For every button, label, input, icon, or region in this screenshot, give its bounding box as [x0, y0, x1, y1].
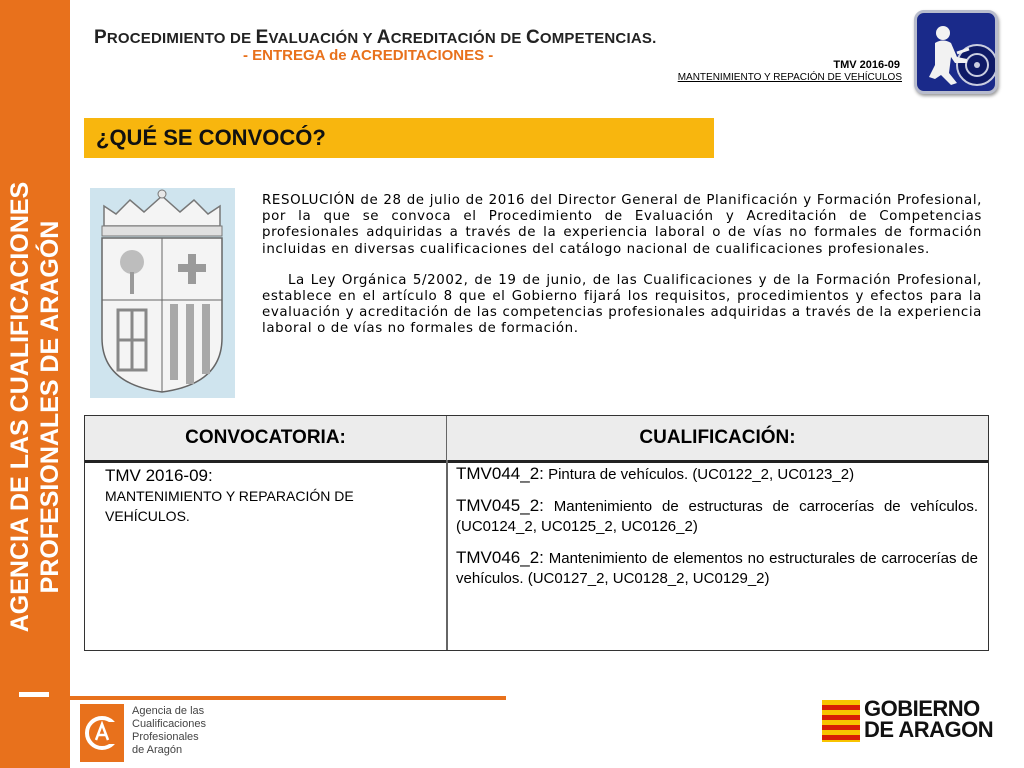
cualificacion-code: TMV046_2:	[456, 548, 544, 567]
convocatoria-name: MANTENIMIENTO Y REPARACIÓN DE VEHÍCULOS.	[105, 488, 354, 524]
sidebar-agency-title	[5, 107, 71, 707]
gobierno-line-2: DE ARAGON	[864, 717, 994, 742]
agency-line-4: de Aragón	[132, 744, 183, 756]
mechanic-icon	[917, 13, 995, 91]
title-cap-2: E	[255, 27, 269, 48]
title-rest-4: OMPETENCIAS.	[539, 30, 657, 47]
cualificacion-item	[456, 464, 978, 485]
title-cap-3: A	[376, 27, 391, 48]
title-rest-3: CREDITACIÓN DE	[390, 30, 526, 47]
sidebar-mark	[19, 692, 49, 697]
cualificacion-desc: Pintura de vehículos. (UC0122_2, UC0123_2)	[548, 466, 855, 483]
header-qualification-name: MANTENIMIENTO Y REPACIÓN DE VEHÍCULOS	[677, 72, 902, 83]
header-code: TMV 2016-09	[833, 59, 900, 71]
cualificacion-item	[456, 548, 978, 589]
resolution-paragraph-1: RESOLUCIÓN de 28 de julio de 2016 del Director General de Planificación y Formación Profesional, por la que se convoca el Procedimiento de Evaluación y Acreditación de Competencias profesionales adquiridas a través de la experiencia laboral o de vías no formales de formación incluidas en diversas cualificaciones del catálogo nacional de cualificaciones profesionales.	[262, 193, 982, 257]
coat-of-arms-icon	[90, 188, 235, 398]
header-subtitle: - ENTREGA de ACREDITACIONES -	[243, 47, 494, 64]
table-header-cualificacion: CUALIFICACIÓN:	[447, 416, 988, 460]
agency-logo	[80, 704, 124, 762]
table-header-convocatoria: CONVOCATORIA:	[85, 416, 447, 460]
cualificacion-cell	[456, 464, 978, 600]
cualificacion-item	[456, 496, 978, 537]
title-rest-1: ROCEDIMIENTO DE	[106, 30, 256, 47]
title-cap-4: C	[525, 27, 540, 48]
resolution-paragraph-2: La Ley Orgánica 5/2002, de 19 de junio, de las Cualificaciones y de la Formación Profesional, establece en el artículo 8 que el Gobierno fijará los requisitos, procedimientos y efectos para la evaluación y acreditación de las competencias profesionales adquiridas a través de la experiencia laboral o de vías no formales de formación.	[262, 272, 982, 337]
coat-of-arms	[90, 188, 235, 398]
agency-name	[132, 705, 206, 757]
section-heading-bar	[84, 118, 714, 158]
mechanic-logo	[914, 10, 998, 94]
table-header-rule	[85, 460, 988, 463]
sidebar-line-2: PROFESIONALES DE ARAGÓN	[36, 220, 64, 594]
title-cap-1: P	[94, 27, 107, 48]
agency-line-2: Cualificaciones	[132, 718, 206, 730]
cualificacion-code: TMV044_2:	[456, 464, 544, 483]
cualificacion-code: TMV045_2:	[456, 496, 544, 515]
sidebar-line-1: AGENCIA DE LAS CUALIFICACIONES	[6, 181, 34, 633]
agency-logo-icon	[80, 704, 124, 762]
section-title: ¿QUÉ SE CONVOCÓ?	[96, 125, 326, 150]
header-title	[94, 27, 656, 49]
aragon-flag-icon	[822, 700, 860, 742]
convocatoria-cell	[105, 466, 435, 526]
cualificacion-desc: Mantenimiento de elementos no estructurales de carrocerías de vehículos. (UC0127_2, UC0128_2, UC0129_2)	[456, 550, 978, 587]
title-rest-2: VALUACIÓN Y	[268, 30, 377, 47]
gobierno-line-1: GOBIERNO	[864, 696, 980, 721]
table-column-divider	[446, 460, 448, 650]
agency-line-3: Profesionales	[132, 731, 199, 743]
gobierno-aragon-logo	[864, 698, 993, 740]
cualificacion-desc: Mantenimiento de estructuras de carrocerías de vehículos. (UC0124_2, UC0125_2, UC0126_2)	[456, 498, 979, 535]
resolution-text	[262, 193, 982, 338]
bottom-divider	[70, 696, 506, 700]
agency-line-1: Agencia de las	[132, 705, 205, 717]
convocatoria-table	[84, 415, 989, 651]
convocatoria-code: TMV 2016-09:	[105, 466, 213, 485]
